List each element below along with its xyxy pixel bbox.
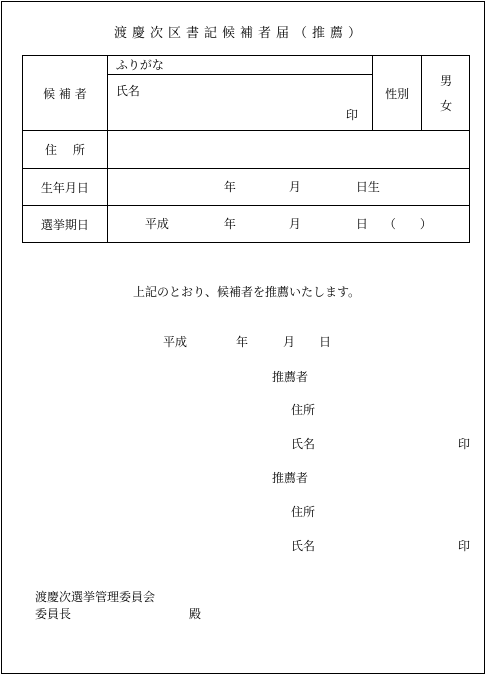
birthdate-label: 生年月日 (40, 180, 89, 195)
election-era: 平成 (144, 217, 169, 231)
election-date-field[interactable] (107, 206, 469, 243)
seal-mark: 印 (345, 108, 358, 122)
date-year-marker: 年 (236, 335, 249, 349)
election-date-row (23, 206, 470, 243)
candidate-name-cell[interactable] (107, 56, 372, 131)
gender-label: 性別 (385, 86, 410, 101)
document-title: 渡慶次区書記候補者届（推薦） (114, 26, 367, 41)
recommender2-seal: 印 (458, 539, 471, 553)
gender-male-option[interactable]: 男 (440, 74, 453, 88)
recommender1-name-label: 氏名 (291, 437, 316, 451)
election-date-label: 選挙期日 (40, 217, 89, 232)
birth-year-marker: 年 (223, 180, 236, 194)
addressee-title: 委員長 (35, 607, 72, 621)
candidate-label: 候 補 者 (43, 86, 87, 101)
date-day-marker: 日 (319, 335, 332, 349)
election-weekday: （ ） (383, 217, 432, 231)
addressee-organization: 渡慶次選挙管理委員会 (35, 590, 156, 604)
gender-female-option[interactable]: 女 (440, 99, 453, 113)
birth-day-marker: 日生 (355, 180, 380, 194)
recommender2-heading: 推薦者 (272, 471, 309, 485)
birthdate-label-cell (23, 169, 108, 206)
election-year-marker: 年 (223, 217, 236, 231)
gender-label-cell (373, 56, 422, 131)
furigana-field[interactable] (108, 56, 372, 75)
furigana-label: ふりがな (115, 58, 164, 72)
recommender1-address-label: 住所 (291, 403, 316, 417)
name-label: 氏名 (115, 84, 140, 98)
address-label-cell (23, 131, 108, 169)
recommender2-address-label: 住所 (291, 505, 316, 519)
candidate-form-table (22, 55, 470, 243)
address-label: 住 所 (45, 143, 85, 157)
gender-value-cell[interactable] (422, 56, 470, 131)
recommender1-seal: 印 (458, 437, 471, 451)
election-date-label-cell (23, 206, 108, 243)
address-field[interactable] (107, 131, 469, 169)
recommender2-name-label: 氏名 (291, 539, 316, 553)
birthdate-row (23, 169, 470, 206)
address-row (23, 131, 470, 169)
election-day-marker: 日 (355, 217, 368, 231)
election-month-marker: 月 (288, 217, 301, 231)
candidate-label-cell (23, 56, 108, 131)
addressee-honorific: 殿 (189, 607, 202, 621)
birthdate-field[interactable] (107, 169, 469, 206)
date-month-marker: 月 (283, 335, 296, 349)
birth-month-marker: 月 (288, 180, 301, 194)
recommender1-heading: 推薦者 (272, 370, 309, 384)
date-era: 平成 (163, 335, 188, 349)
recommendation-statement: 上記のとおり、候補者を推薦いたします。 (133, 285, 361, 299)
candidate-row (23, 56, 470, 131)
